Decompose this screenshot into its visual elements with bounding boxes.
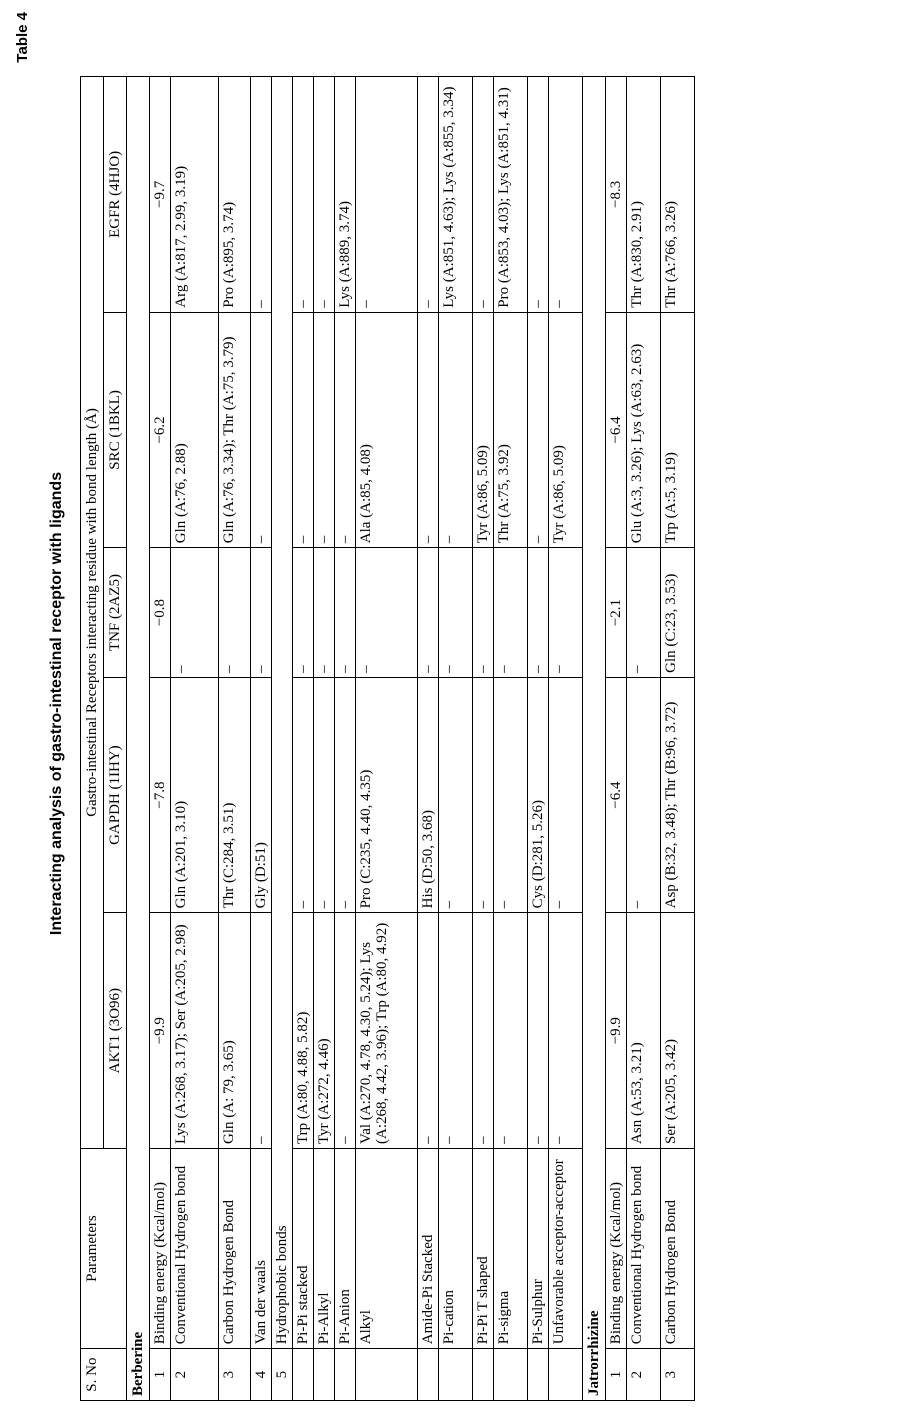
row-value: Val (A:270, 4.78, 4.30, 5.24); Lys (A:268, 4.42, 3.96); Trp (A:80, 4.92) bbox=[356, 913, 418, 1149]
row-value: Cys (D:281, 5.26) bbox=[528, 677, 549, 913]
row-parameter: Pi-Pi T shaped bbox=[473, 1148, 494, 1348]
table-row bbox=[494, 77, 528, 1401]
row-value: −9.9 bbox=[150, 913, 171, 1149]
row-value: – bbox=[314, 77, 335, 313]
row-value: Ser (A:205, 3.42) bbox=[661, 913, 695, 1149]
row-value: −6.4 bbox=[606, 312, 627, 548]
row-value: – bbox=[418, 77, 439, 313]
row-value: – bbox=[494, 548, 528, 678]
row-sno bbox=[439, 1349, 473, 1401]
row-parameter: Van der waals bbox=[251, 1148, 272, 1348]
row-value: – bbox=[335, 548, 356, 678]
row-value: Asp (B:32, 3.48); Thr (B:96, 3.72) bbox=[661, 677, 695, 913]
row-parameter: Pi-cation bbox=[439, 1148, 473, 1348]
table-row bbox=[473, 77, 494, 1401]
row-value: – bbox=[549, 677, 583, 913]
row-value: – bbox=[528, 548, 549, 678]
row-value: Glu (A:3, 3.26); Lys (A:63, 2.63) bbox=[627, 312, 661, 548]
row-value: – bbox=[439, 548, 473, 678]
table-row bbox=[439, 77, 473, 1401]
table-row bbox=[171, 77, 219, 1401]
row-parameter: Binding energy (Kcal/mol) bbox=[150, 1148, 171, 1348]
table-label: Table 4 bbox=[14, 12, 31, 63]
row-sno bbox=[473, 1349, 494, 1401]
header-sno: S. No bbox=[81, 1349, 127, 1401]
row-value: – bbox=[356, 548, 418, 678]
row-sno bbox=[293, 1349, 314, 1401]
row-parameter: Unfavorable acceptor-acceptor bbox=[549, 1148, 583, 1348]
row-value: Gln (A:76, 3.34); Thr (A:75, 3.79) bbox=[219, 312, 251, 548]
row-value: −7.8 bbox=[150, 677, 171, 913]
row-value: Thr (C:284, 3.51) bbox=[219, 677, 251, 913]
row-parameter: Hydrophobic bonds bbox=[272, 77, 293, 1349]
row-sno bbox=[528, 1349, 549, 1401]
row-value: – bbox=[293, 77, 314, 313]
row-parameter: Carbon Hydrogen Bond bbox=[219, 1148, 251, 1348]
row-sno bbox=[549, 1349, 583, 1401]
row-value: Tyr (A:86, 5.09) bbox=[473, 312, 494, 548]
row-value: Gly (D:51) bbox=[251, 677, 272, 913]
row-value: Pro (A:853, 4.03); Lys (A:851, 4.31) bbox=[494, 77, 528, 313]
row-value: – bbox=[251, 548, 272, 678]
row-value: – bbox=[314, 312, 335, 548]
row-sno bbox=[335, 1349, 356, 1401]
row-sno: 4 bbox=[251, 1349, 272, 1401]
header-row-1 bbox=[81, 77, 104, 1401]
row-value: – bbox=[171, 548, 219, 678]
row-value: – bbox=[549, 548, 583, 678]
row-value: – bbox=[439, 677, 473, 913]
row-value: – bbox=[335, 913, 356, 1149]
table-row bbox=[272, 77, 293, 1401]
row-value: – bbox=[251, 77, 272, 313]
row-value: – bbox=[219, 548, 251, 678]
row-value: Tyr (A:86, 5.09) bbox=[549, 312, 583, 548]
header-gapdh: GAPDH (1IHY) bbox=[104, 677, 127, 913]
row-value: – bbox=[473, 548, 494, 678]
row-value: – bbox=[528, 312, 549, 548]
row-parameter: Conventional Hydrogen bond bbox=[171, 1148, 219, 1348]
row-value: – bbox=[549, 913, 583, 1149]
section-name: Berberine bbox=[127, 77, 150, 1401]
table-row bbox=[418, 77, 439, 1401]
section-name: Jatrorrhizine bbox=[583, 77, 606, 1401]
header-egfr: EGFR (4HJO) bbox=[104, 77, 127, 313]
row-value: – bbox=[418, 312, 439, 548]
row-value: His (D:50, 3.68) bbox=[418, 677, 439, 913]
row-parameter: Pi-Sulphur bbox=[528, 1148, 549, 1348]
row-value: – bbox=[439, 312, 473, 548]
row-parameter: Binding energy (Kcal/mol) bbox=[606, 1148, 627, 1348]
row-parameter: Pi-sigma bbox=[494, 1148, 528, 1348]
row-parameter: Pi-Anion bbox=[335, 1148, 356, 1348]
table-row bbox=[549, 77, 583, 1401]
row-value: – bbox=[528, 913, 549, 1149]
table-row bbox=[356, 77, 418, 1401]
row-value: Thr (A:75, 3.92) bbox=[494, 312, 528, 548]
row-sno: 2 bbox=[171, 1349, 219, 1401]
row-value: – bbox=[314, 548, 335, 678]
row-value: – bbox=[251, 312, 272, 548]
table-row bbox=[293, 77, 314, 1401]
row-parameter: Alkyl bbox=[356, 1148, 418, 1348]
row-value: – bbox=[335, 312, 356, 548]
table-row bbox=[627, 77, 661, 1401]
row-value: Lys (A:889, 3.74) bbox=[335, 77, 356, 313]
table-row bbox=[314, 77, 335, 1401]
row-sno: 1 bbox=[606, 1349, 627, 1401]
row-value: Gln (A:201, 3.10) bbox=[171, 677, 219, 913]
row-parameter: Pi-Alkyl bbox=[314, 1148, 335, 1348]
header-parameters: Parameters bbox=[81, 1148, 127, 1348]
row-value: −8.3 bbox=[606, 77, 627, 313]
section-row bbox=[127, 77, 150, 1401]
row-value: – bbox=[473, 913, 494, 1149]
row-value: – bbox=[439, 913, 473, 1149]
row-parameter: Pi-Pi stacked bbox=[293, 1148, 314, 1348]
header-tnf: TNF (2AZ5) bbox=[104, 548, 127, 678]
interaction-table bbox=[80, 76, 695, 1401]
table-row bbox=[528, 77, 549, 1401]
row-value: −9.9 bbox=[606, 913, 627, 1149]
row-value: −0.8 bbox=[150, 548, 171, 678]
row-value: – bbox=[473, 677, 494, 913]
row-value: – bbox=[627, 548, 661, 678]
row-value: – bbox=[418, 913, 439, 1149]
row-value: Pro (C:235, 4.40, 4.35) bbox=[356, 677, 418, 913]
table-row bbox=[219, 77, 251, 1401]
row-value: Tyr (A:272, 4.46) bbox=[314, 913, 335, 1149]
table-row bbox=[606, 77, 627, 1401]
row-value: Arg (A:817, 2.99, 3.19) bbox=[171, 77, 219, 313]
row-value: – bbox=[494, 913, 528, 1149]
row-value: – bbox=[418, 548, 439, 678]
header-src: SRC (1BKL) bbox=[104, 312, 127, 548]
row-value: Thr (A:830, 2.91) bbox=[627, 77, 661, 313]
row-sno: 3 bbox=[661, 1349, 695, 1401]
row-sno: 5 bbox=[272, 1349, 293, 1401]
row-value: Pro (A:895, 3.74) bbox=[219, 77, 251, 313]
row-value: – bbox=[293, 677, 314, 913]
table-body bbox=[127, 77, 695, 1401]
row-value: −6.4 bbox=[606, 677, 627, 913]
row-value: Asn (A:53, 3.21) bbox=[627, 913, 661, 1149]
row-value: – bbox=[627, 677, 661, 913]
row-sno bbox=[418, 1349, 439, 1401]
row-value: – bbox=[473, 77, 494, 313]
row-value: Gln (A: 79, 3.65) bbox=[219, 913, 251, 1149]
row-value: – bbox=[293, 548, 314, 678]
table-title: Interacting analysis of gastro-intestinal receptor with ligands bbox=[48, 471, 65, 936]
row-sno bbox=[494, 1349, 528, 1401]
row-value: Gln (A:76, 2.88) bbox=[171, 312, 219, 548]
row-value: −6.2 bbox=[150, 312, 171, 548]
row-value: – bbox=[549, 77, 583, 313]
section-row bbox=[583, 77, 606, 1401]
table-row bbox=[661, 77, 695, 1401]
row-sno: 2 bbox=[627, 1349, 661, 1401]
row-value: −2.1 bbox=[606, 548, 627, 678]
table-row bbox=[251, 77, 272, 1401]
header-receptor-group: Gastro-intestinal Receptors interacting residue with bond length (Å) bbox=[81, 77, 104, 1149]
row-value: – bbox=[335, 677, 356, 913]
row-value: Gln (C:23, 3.53) bbox=[661, 548, 695, 678]
row-value: – bbox=[251, 913, 272, 1149]
row-sno: 1 bbox=[150, 1349, 171, 1401]
row-value: Ala (A:85, 4.08) bbox=[356, 312, 418, 548]
row-value: Trp (A:5, 3.19) bbox=[661, 312, 695, 548]
row-sno: 3 bbox=[219, 1349, 251, 1401]
row-value: – bbox=[314, 677, 335, 913]
row-value: – bbox=[356, 77, 418, 313]
row-sno bbox=[356, 1349, 418, 1401]
row-parameter: Amide-Pi Stacked bbox=[418, 1148, 439, 1348]
table-row bbox=[150, 77, 171, 1401]
header-akt1: AKT1 (3O96) bbox=[104, 913, 127, 1149]
row-value: Lys (A:851, 4.63); Lys (A:855, 3.34) bbox=[439, 77, 473, 313]
row-value: – bbox=[494, 677, 528, 913]
row-value: Thr (A:766, 3.26) bbox=[661, 77, 695, 313]
row-value: −9.7 bbox=[150, 77, 171, 313]
table-row bbox=[335, 77, 356, 1401]
row-value: Lys (A:268, 3.17); Ser (A:205, 2.98) bbox=[171, 913, 219, 1149]
row-value: – bbox=[293, 312, 314, 548]
row-value: Trp (A:80, 4.88, 5.82) bbox=[293, 913, 314, 1149]
row-value: – bbox=[528, 77, 549, 313]
row-parameter: Carbon Hydrogen Bond bbox=[661, 1148, 695, 1348]
row-parameter: Conventional Hydrogen bond bbox=[627, 1148, 661, 1348]
row-sno bbox=[314, 1349, 335, 1401]
